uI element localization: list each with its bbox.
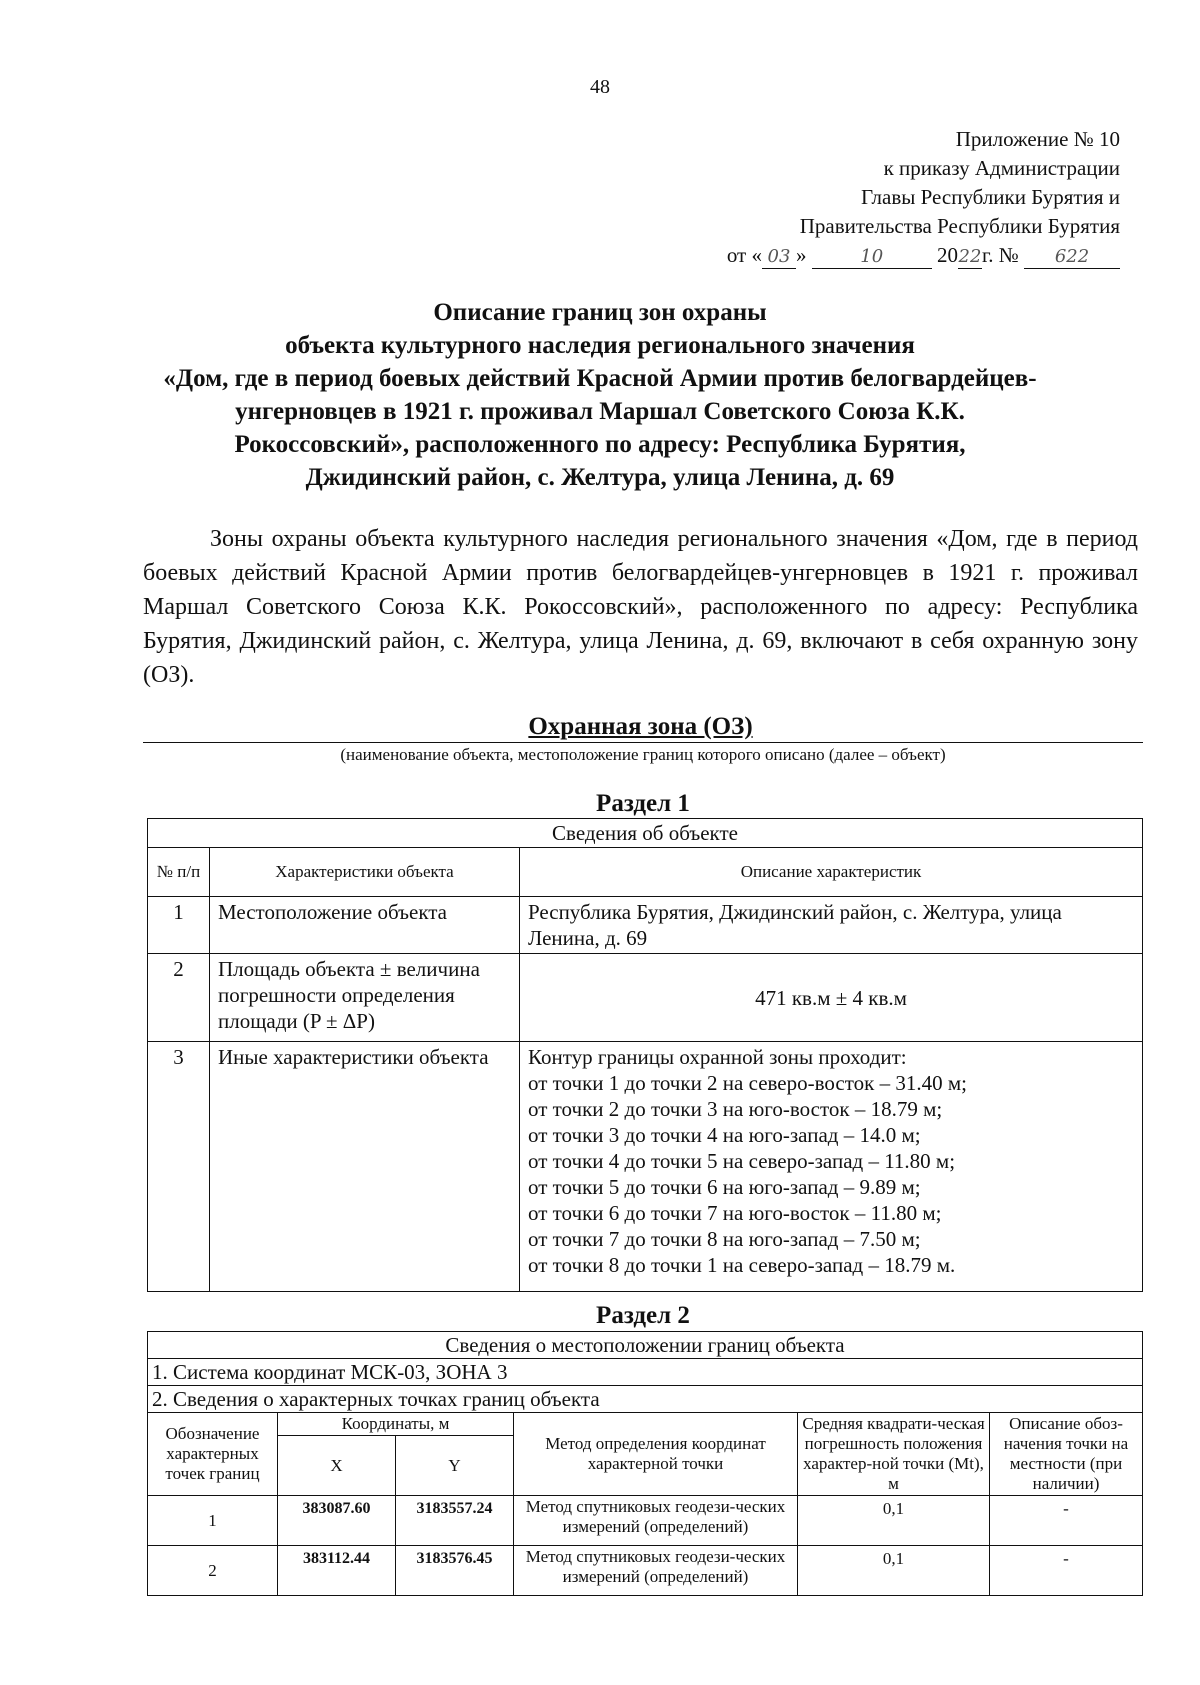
row-num: 1: [148, 897, 210, 954]
order-number: 622: [1024, 246, 1120, 269]
header-characteristics: Характеристики объекта: [210, 848, 520, 897]
header-num: № п/п: [148, 848, 210, 897]
coord-y: 3183576.45: [396, 1546, 514, 1596]
order-month: 10: [812, 246, 932, 269]
row-description: 471 кв.м ± 4 кв.м: [520, 954, 1143, 1042]
appendix-line: Приложение № 10: [955, 127, 1120, 151]
method: Метод спутниковых геодези-ческих измерений (определений): [514, 1496, 798, 1546]
point-description: -: [990, 1496, 1143, 1546]
order-year: 22: [958, 246, 982, 267]
boundary-description: [520, 1042, 1143, 1292]
header-method: Метод определения координат характерной точки: [514, 1413, 798, 1496]
title-line: Описание границ зон охраны: [433, 299, 767, 326]
section2-table: [147, 1331, 1143, 1596]
order-date-line: [600, 241, 1120, 270]
row-num: 2: [148, 954, 210, 1042]
header-y: Y: [396, 1436, 514, 1496]
appendix-line: Главы Республики Бурятия и: [861, 185, 1120, 209]
header-x: X: [278, 1436, 396, 1496]
title-line: Рокоссовский», расположенного по адресу: Республика Бурятия,: [234, 431, 966, 458]
section1-title: Раздел 1: [596, 790, 690, 817]
header-coordinates: Координаты, м: [278, 1413, 514, 1436]
zone-underline: [143, 742, 1143, 743]
point-description: -: [990, 1546, 1143, 1596]
title-line: унгерновцев в 1921 г. проживал Маршал Советского Союза К.К.: [235, 398, 965, 425]
coordinate-system: 1. Система координат МСК-03, ЗОНА 3: [148, 1359, 1143, 1386]
coord-x: 383087.60: [278, 1496, 396, 1546]
section1-table: [147, 818, 1143, 1292]
table-row: [148, 1546, 1143, 1596]
header-description: Описание характеристик: [520, 848, 1143, 897]
page-number: 48: [590, 76, 610, 98]
document-title: [110, 296, 1090, 494]
title-line: объекта культурного наследия регионального значения: [285, 332, 915, 359]
boundary-line: от точки 6 до точки 7 на юго-восток – 11.80 м;: [528, 1201, 942, 1225]
method: Метод спутниковых геодези-ческих измерений (определений): [514, 1546, 798, 1596]
boundary-line: от точки 3 до точки 4 на юго-запад – 14.0 м;: [528, 1123, 921, 1147]
number-label: г. №: [981, 243, 1019, 267]
from-label: от «: [726, 243, 762, 267]
table-row: [148, 897, 1143, 954]
row-characteristic: Местоположение объекта: [210, 897, 520, 954]
zone-heading: Охранная зона (ОЗ): [528, 713, 753, 740]
row-num: 3: [148, 1042, 210, 1292]
order-day: 03: [762, 246, 796, 269]
boundary-line: от точки 2 до точки 3 на юго-восток – 18.79 м;: [528, 1097, 943, 1121]
header-designation: Обозначение характерных точек границ: [148, 1413, 278, 1496]
appendix-line: к приказу Администрации: [883, 156, 1120, 180]
boundary-line: от точки 8 до точки 1 на северо-запад – 18.79 м.: [528, 1253, 956, 1277]
section1-caption: Сведения об объекте: [148, 819, 1143, 848]
table-row: [148, 1496, 1143, 1546]
boundary-line: от точки 5 до точки 6 на юго-запад – 9.89 м;: [528, 1175, 921, 1199]
appendix-block: [600, 125, 1120, 270]
title-line: «Дом, где в период боевых действий Красной Армии против белогвардейцев-: [163, 365, 1037, 392]
boundary-line: от точки 4 до точки 5 на северо-запад – 11.80 м;: [528, 1149, 956, 1173]
zone-caption: (наименование объекта, местоположение границ которого описано (далее – объект): [340, 745, 946, 764]
appendix-line: Правительства Республики Бурятия: [799, 214, 1120, 238]
boundary-line: от точки 7 до точки 8 на юго-запад – 7.50 м;: [528, 1227, 921, 1251]
table-row: [148, 954, 1143, 1042]
point-number: 2: [148, 1546, 278, 1596]
point-number: 1: [148, 1496, 278, 1546]
section2-title: Раздел 2: [596, 1302, 690, 1329]
row-characteristic: Иные характеристики объекта: [210, 1042, 520, 1292]
row-characteristic: Площадь объекта ± величина погрешности определения площади (P ± ΔP): [210, 954, 520, 1042]
year-prefix: 20: [936, 243, 958, 267]
section2-caption: Сведения о местоположении границ объекта: [148, 1332, 1143, 1359]
boundary-line: от точки 1 до точки 2 на северо-восток – 31.40 м;: [528, 1071, 967, 1095]
points-caption: 2. Сведения о характерных точках границ объекта: [148, 1386, 1143, 1413]
intro-paragraph: Зоны охраны объекта культурного наследия регионального значения «Дом, где в период боевых действий Красной Армии против белогвардейцев-унгерновцев в 1921 г. проживал Маршал Советского Союза К.К. Рокоссовский», расположенного по адресу: Республика Бурятия, Джидинский район, с. Желтура, улица Ленина, д. 69, включают в себя охранную зону (ОЗ).: [143, 526, 1138, 688]
coord-x: 383112.44: [278, 1546, 396, 1596]
mean-error: 0,1: [798, 1546, 990, 1596]
boundary-intro: Контур границы охранной зоны проходит:: [528, 1045, 907, 1069]
coord-y: 3183557.24: [396, 1496, 514, 1546]
header-error: Средняя квадрати-ческая погрешность положения характер-ной точки (Mt), м: [798, 1413, 990, 1496]
header-point-description: Описание обоз-начения точки на местности (при наличии): [990, 1413, 1143, 1496]
mean-error: 0,1: [798, 1496, 990, 1546]
quote-close: »: [795, 243, 807, 267]
table-row: [148, 1042, 1143, 1292]
row-description: Республика Бурятия, Джидинский район, с. Желтура, улица Ленина, д. 69: [520, 897, 1143, 954]
title-line: Джидинский район, с. Желтура, улица Ленина, д. 69: [305, 464, 895, 491]
